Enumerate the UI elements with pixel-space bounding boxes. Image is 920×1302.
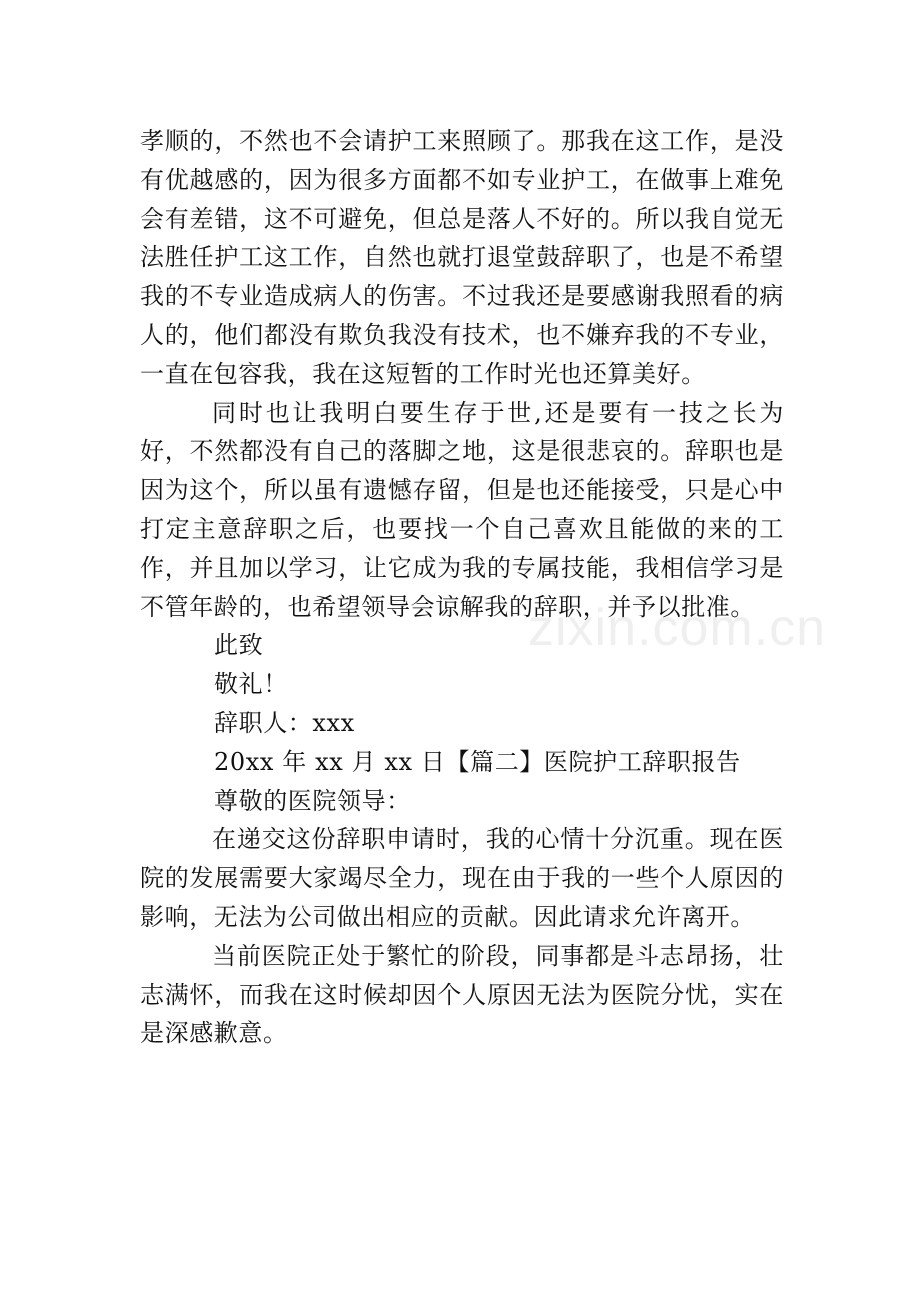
document-body (140, 122, 784, 1053)
letter-greeting: 尊敬的医院领导： (214, 786, 411, 815)
signature-resigner: 辞职人：xxx (214, 708, 355, 737)
paragraph-continuation: 孝顺的，不然也不会请护工来照顾了。那我在这工作，是没有优越感的，因为很多方面都不如专业护工，在做事上难免会有差错，这不可避免，但总是落人不好的。所以我自觉无法胜任护工这工作，自然也就打退堂鼓辞职了，也是不希望我的不专业造成病人的伤害。不过我还是要感谢我照看的病人的，他们都没有欺负我没有技术，也不嫌弃我的不专业，一直在包容我，我在这短暂的工作时光也还算美好。 (140, 127, 784, 388)
paragraph-survival-skill: 同时也让我明白要生存于世,还是要有一技之长为好，不然都没有自己的落脚之地，这是很悲哀的。辞职也是因为这个，所以虽有遗憾存留，但是也还能接受，只是心中打定主意辞职之后，也要找一个自己喜欢且能做的来的工作，并且加以学习，让它成为我的专属技能，我相信学习是不管年龄的，也希望领导会谅解我的辞职，并予以批准。 (140, 398, 784, 621)
paragraph-submission: 在递交这份辞职申请时，我的心情十分沉重。现在医院的发展需要大家竭尽全力，现在由于我的一些个人原因的影响，无法为公司做出相应的贡献。因此请求允许离开。 (140, 825, 784, 931)
watermark-text: zixin.com.cn (528, 599, 827, 657)
paragraph-apology: 当前医院正处于繁忙的阶段，同事都是斗志昂扬，壮志满怀，而我在这时候却因个人原因无法为医院分忧，实在是深感歉意。 (140, 941, 784, 1048)
date-and-section-heading: 20xx 年 xx 月 xx 日【篇二】医院护工辞职报告 (214, 747, 741, 776)
salutation-cizhi: 此致 (214, 631, 264, 660)
salutation-jingli: 敬礼！ (214, 670, 288, 699)
